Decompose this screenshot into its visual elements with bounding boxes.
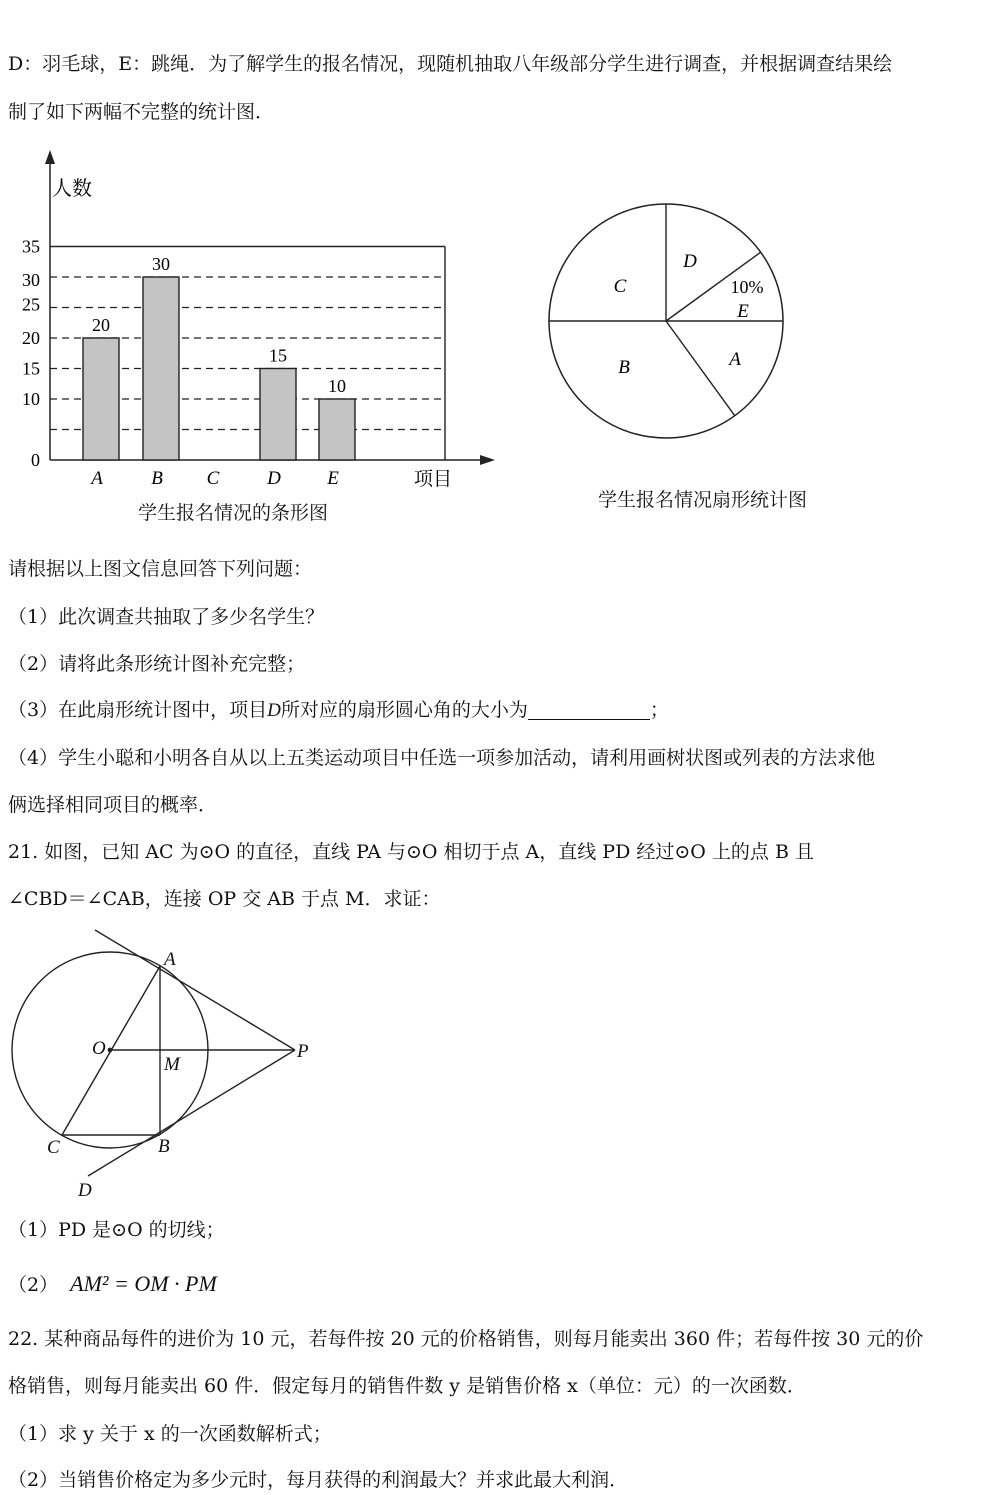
geometry-figure — [0, 920, 330, 1210]
tangent-line-pa — [95, 930, 295, 1050]
tangent-line-pd — [88, 1050, 295, 1176]
q20-prompt: 请根据以上图文信息回答下列问题： — [8, 558, 313, 580]
bar-chart — [0, 140, 510, 490]
q22-line-2: 格销售，则每月能卖出 60 件．假定每月的销售件数 y 是销售价格 x（单位：元）的一次函数． — [8, 1375, 806, 1397]
bar-d — [260, 369, 296, 461]
q20-part-2: （2）请将此条形统计图补充完整； — [8, 653, 306, 675]
x-tick-label: C — [206, 468, 220, 489]
label-a: A — [164, 949, 176, 970]
y-tick-label: 0 — [31, 450, 40, 470]
pie-slice-label-e: E — [737, 301, 749, 322]
x-tick-label: D — [267, 468, 281, 489]
q20-part-3-var: D — [267, 700, 281, 721]
q22-part-1: （1）求 y 关于 x 的一次函数解析式； — [8, 1423, 332, 1445]
pie-chart-title: 学生报名情况扇形统计图 — [598, 489, 808, 511]
bar-a — [83, 338, 119, 460]
q20-part-3-end: ； — [649, 699, 669, 721]
q21-part-2-expr: AM² = OM · PM — [70, 1271, 217, 1296]
intro-line-2: 制了如下两幅不完整的统计图． — [8, 101, 275, 123]
y-tick-label: 15 — [22, 358, 40, 379]
q21-part-1: （1）PD 是⊙O 的切线； — [8, 1219, 225, 1241]
label-d: D — [78, 1180, 92, 1201]
q22-part-2: （2）当销售价格定为多少元时，每月获得的利润最大？并求此最大利润． — [8, 1469, 629, 1491]
bar-value-label: 15 — [269, 345, 287, 366]
x-axis-arrow — [480, 455, 495, 465]
y-tick-label: 10 — [22, 389, 40, 409]
q21-part-2-num: （2） — [8, 1274, 59, 1296]
x-tick-label: A — [91, 468, 103, 489]
x-tick-label: B — [151, 468, 163, 489]
y-tick-label: 20 — [22, 328, 40, 348]
label-o: O — [92, 1038, 106, 1059]
pie-slice-label-c: C — [613, 276, 627, 297]
pie-chart — [540, 195, 800, 455]
bar-chart-title: 学生报名情况的条形图 — [138, 502, 329, 524]
bar-e — [319, 399, 355, 460]
bar-value-label: 30 — [152, 254, 170, 274]
q21-line-1: 21. 如图，已知 AC 为⊙O 的直径，直线 PA 与⊙O 相切于点 A，直线 PD 经过⊙O 上的点 B 且 — [8, 841, 814, 863]
label-m: M — [164, 1054, 180, 1075]
q20-part-4-line-1: （4）学生小聪和小明各自从以上五类运动项目中任选一项参加活动，请利用画树状图或列表的方法求他 — [8, 747, 876, 769]
pie-slice-label-a: A — [729, 349, 741, 370]
q20-part-1: （1）此次调查共抽取了多少名学生？ — [8, 606, 325, 628]
y-axis-arrow — [45, 150, 55, 164]
q20-part-4-line-2: 俩选择相同项目的概率． — [8, 794, 218, 816]
label-p: P — [297, 1041, 309, 1062]
q22-line-1: 22. 某种商品每件的进价为 10 元，若每件按 20 元的价格销售，则每月能卖出 360 件；若每件按 30 元的价 — [8, 1328, 924, 1350]
q20-part-3 — [8, 698, 669, 723]
y-tick-label: 35 — [22, 236, 40, 257]
bar-b — [143, 277, 179, 460]
q21-part-2 — [8, 1272, 217, 1297]
pie-slice-label-b: B — [618, 357, 630, 378]
answer-blank — [528, 699, 650, 720]
label-c: C — [47, 1137, 60, 1158]
y-tick-label: 30 — [22, 270, 40, 290]
q21-line-2: ∠CBD＝∠CAB，连接 OP 交 AB 于点 M．求证： — [8, 888, 441, 910]
q20-part-3-post: 所对应的扇形圆心角的大小为 — [280, 699, 528, 721]
y-tick-label: 25 — [22, 294, 40, 315]
q20-part-3-pre: （3）在此扇形统计图中，项目 — [8, 699, 268, 721]
y-axis-label: 人数 — [52, 178, 92, 200]
pie-slice-percent-e: 10% — [730, 277, 764, 297]
pie-slice-label-d: D — [683, 251, 697, 272]
intro-line-1: D：羽毛球，E：跳绳．为了解学生的报名情况，现随机抽取八年级部分学生进行调查，并根据调查结果绘 — [8, 53, 893, 75]
label-b: B — [158, 1136, 170, 1157]
x-tick-label: E — [327, 468, 339, 489]
center-dot — [108, 1048, 113, 1053]
bar-value-label: 20 — [92, 315, 110, 335]
x-axis-label: 项目 — [414, 469, 453, 490]
bar-value-label: 10 — [328, 376, 346, 396]
